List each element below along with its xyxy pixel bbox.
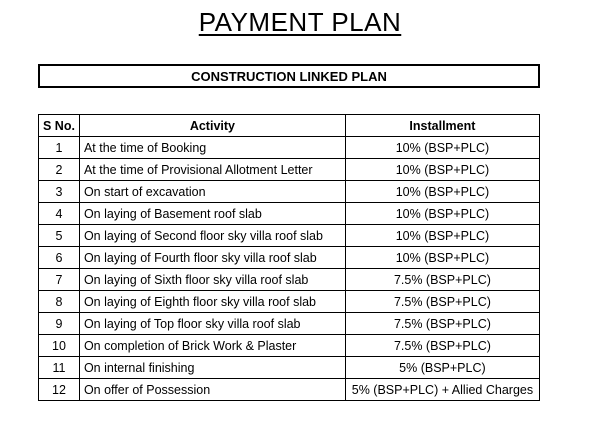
table-row <box>39 269 540 291</box>
table-body <box>39 137 540 401</box>
cell-installment: 7.5% (BSP+PLC) <box>345 291 539 313</box>
payment-table <box>38 114 540 401</box>
cell-sno: 6 <box>39 247 80 269</box>
header-activity: Activity <box>79 115 345 137</box>
cell-installment: 10% (BSP+PLC) <box>345 159 539 181</box>
table-header-row <box>39 115 540 137</box>
cell-activity: On completion of Brick Work & Plaster <box>79 335 345 357</box>
cell-sno: 4 <box>39 203 80 225</box>
cell-installment: 10% (BSP+PLC) <box>345 247 539 269</box>
cell-installment: 10% (BSP+PLC) <box>345 225 539 247</box>
table-row <box>39 203 540 225</box>
page-title <box>0 6 600 38</box>
plan-name: CONSTRUCTION LINKED PLAN <box>191 68 387 84</box>
cell-activity: On offer of Possession <box>79 379 345 401</box>
table-row <box>39 181 540 203</box>
cell-sno: 10 <box>39 335 80 357</box>
cell-sno: 1 <box>39 137 80 159</box>
cell-activity: On laying of Eighth floor sky villa roof slab <box>79 291 345 313</box>
cell-sno: 12 <box>39 379 80 401</box>
cell-sno: 5 <box>39 225 80 247</box>
page-title-text: PAYMENT PLAN <box>198 7 402 37</box>
cell-installment: 10% (BSP+PLC) <box>345 137 539 159</box>
cell-activity: On laying of Sixth floor sky villa roof slab <box>79 269 345 291</box>
cell-activity: On laying of Basement roof slab <box>79 203 345 225</box>
cell-sno: 8 <box>39 291 80 313</box>
header-installment: Installment <box>345 115 539 137</box>
cell-activity: At the time of Booking <box>79 137 345 159</box>
cell-activity: On laying of Top floor sky villa roof slab <box>79 313 345 335</box>
cell-activity: On laying of Fourth floor sky villa roof slab <box>79 247 345 269</box>
cell-activity: At the time of Provisional Allotment Letter <box>79 159 345 181</box>
cell-activity: On start of excavation <box>79 181 345 203</box>
cell-installment: 7.5% (BSP+PLC) <box>345 335 539 357</box>
header-sno: S No. <box>39 115 80 137</box>
cell-activity: On internal finishing <box>79 357 345 379</box>
cell-installment: 10% (BSP+PLC) <box>345 203 539 225</box>
cell-sno: 3 <box>39 181 80 203</box>
cell-sno: 7 <box>39 269 80 291</box>
cell-installment: 10% (BSP+PLC) <box>345 181 539 203</box>
table-row <box>39 291 540 313</box>
cell-sno: 11 <box>39 357 80 379</box>
table-row <box>39 247 540 269</box>
cell-installment: 5% (BSP+PLC) + Allied Charges <box>345 379 539 401</box>
table-row <box>39 335 540 357</box>
cell-installment: 5% (BSP+PLC) <box>345 357 539 379</box>
table-row <box>39 137 540 159</box>
cell-sno: 2 <box>39 159 80 181</box>
plan-name-box <box>38 64 540 88</box>
cell-activity: On laying of Second floor sky villa roof slab <box>79 225 345 247</box>
table-row <box>39 159 540 181</box>
cell-installment: 7.5% (BSP+PLC) <box>345 269 539 291</box>
table-row <box>39 313 540 335</box>
table-row <box>39 357 540 379</box>
cell-sno: 9 <box>39 313 80 335</box>
table-row <box>39 225 540 247</box>
cell-installment: 7.5% (BSP+PLC) <box>345 313 539 335</box>
table-row <box>39 379 540 401</box>
